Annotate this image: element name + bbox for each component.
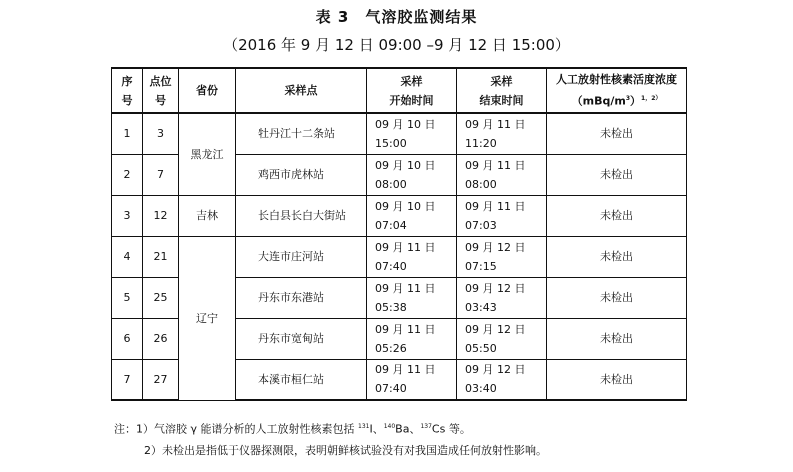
cell-start [367, 113, 457, 154]
end-time: 11:20 [465, 136, 497, 150]
cell-end [457, 318, 547, 359]
start-time: 15:00 [375, 136, 407, 150]
cell-site: 牡丹江十二条站 [236, 113, 367, 154]
end-time: 03:40 [465, 382, 497, 396]
cell-start [367, 359, 457, 400]
end-date: 09 月 12 日 [465, 240, 526, 254]
start-time: 07:40 [375, 259, 407, 273]
note-1-ba-mass: 140 [383, 423, 396, 430]
cell-site: 丹东市东港站 [236, 277, 367, 318]
cell-result: 未检出 [547, 236, 687, 277]
header-conc-unit-line [547, 89, 686, 111]
end-date: 09 月 11 日 [465, 117, 526, 131]
header-point-top: 点位 [149, 74, 172, 88]
cell-result: 未检出 [547, 318, 687, 359]
start-time: 08:00 [375, 177, 407, 191]
cell-site: 鸡西市虎林站 [236, 154, 367, 195]
start-date: 09 月 11 日 [375, 363, 436, 377]
header-start [367, 68, 457, 113]
start-date: 09 月 11 日 [375, 281, 436, 295]
table-row [112, 113, 687, 154]
table-notes [114, 416, 547, 461]
header-seq-bottom: 号 [121, 93, 133, 107]
end-time: 03:43 [465, 300, 497, 314]
cell-result: 未检出 [547, 113, 687, 154]
start-time: 07:04 [375, 218, 407, 232]
cell-province: 辽宁 [179, 236, 236, 400]
note-1-cs-mass: 137 [420, 423, 432, 430]
note-1-ba: Ba、 [395, 422, 421, 436]
cell-seq: 6 [112, 318, 143, 359]
header-conc-unit: （mBq/m [571, 94, 626, 108]
end-time: 07:15 [465, 259, 497, 273]
start-date: 09 月 10 日 [375, 158, 436, 172]
aerosol-monitoring-table [111, 67, 687, 401]
cell-province: 黑龙江 [179, 113, 236, 195]
end-time: 07:03 [465, 218, 497, 232]
start-date: 09 月 10 日 [375, 117, 436, 131]
cell-point: 7 [143, 154, 179, 195]
cell-end [457, 113, 547, 154]
header-conc-unit-exp: 3 [625, 95, 631, 103]
cell-end [457, 359, 547, 400]
cell-point: 12 [143, 195, 179, 236]
cell-seq: 7 [112, 359, 143, 400]
cell-start [367, 277, 457, 318]
start-date: 09 月 11 日 [375, 240, 436, 254]
cell-result: 未检出 [547, 277, 687, 318]
cell-seq: 1 [112, 113, 143, 154]
start-time: 07:40 [375, 382, 407, 396]
note-1 [114, 416, 547, 440]
cell-site: 长白县长白大街站 [236, 195, 367, 236]
cell-start [367, 318, 457, 359]
header-province: 省份 [179, 68, 236, 113]
cell-start [367, 195, 457, 236]
end-date: 09 月 12 日 [465, 363, 526, 377]
header-point-bottom: 号 [155, 93, 166, 107]
note-2: 2）未检出是指低于仪器探测限，表明朝鲜核试验没有对我国造成任何放射性影响。 [144, 443, 547, 457]
header-end-top: 采样 [490, 74, 513, 88]
cell-province: 吉林 [179, 195, 236, 236]
header-seq-top: 序 [121, 74, 133, 88]
cell-start [367, 154, 457, 195]
start-time: 05:38 [375, 300, 407, 314]
cell-start [367, 236, 457, 277]
note-1-i-mass: 131 [358, 423, 370, 430]
start-date: 09 月 11 日 [375, 322, 436, 336]
end-date: 09 月 12 日 [465, 281, 526, 295]
cell-end [457, 277, 547, 318]
end-time: 05:50 [465, 341, 497, 355]
cell-point: 3 [143, 113, 179, 154]
end-time: 08:00 [465, 177, 497, 191]
header-conc-title: 人工放射性核素活度浓度 [556, 73, 677, 87]
table-title: 表 3 气溶胶监测结果 [315, 8, 478, 26]
note-1-i: I、 [369, 422, 384, 436]
note-1-prefix: 注：1）气溶胶 γ 能谱分析的人工放射性核素包括 [114, 422, 358, 436]
header-start-bottom: 开始时间 [389, 93, 434, 107]
header-site: 采样点 [236, 68, 367, 113]
header-start-top: 采样 [400, 74, 423, 88]
cell-point: 21 [143, 236, 179, 277]
cell-site: 大连市庄河站 [236, 236, 367, 277]
cell-seq: 4 [112, 236, 143, 277]
cell-end [457, 236, 547, 277]
cell-end [457, 154, 547, 195]
header-seq [112, 68, 143, 113]
cell-point: 26 [143, 318, 179, 359]
start-date: 09 月 10 日 [375, 199, 436, 213]
end-date: 09 月 11 日 [465, 158, 526, 172]
cell-site: 本溪市桓仁站 [236, 359, 367, 400]
header-end [457, 68, 547, 113]
cell-point: 27 [143, 359, 179, 400]
cell-seq: 2 [112, 154, 143, 195]
cell-end [457, 195, 547, 236]
start-time: 05:26 [375, 341, 407, 355]
header-point [143, 68, 179, 113]
cell-seq: 3 [112, 195, 143, 236]
end-date: 09 月 12 日 [465, 322, 526, 336]
cell-result: 未检出 [547, 154, 687, 195]
table-header-row [112, 68, 687, 113]
table-row [112, 236, 687, 277]
table-subtitle: （2016 年 9 月 12 日 09:00 –9 月 12 日 15:00） [223, 36, 570, 54]
note-1-cs: Cs 等。 [431, 422, 471, 436]
cell-seq: 5 [112, 277, 143, 318]
cell-site: 丹东市宽甸站 [236, 318, 367, 359]
table-row [112, 195, 687, 236]
cell-point: 25 [143, 277, 179, 318]
header-concentration [547, 68, 687, 113]
header-conc-note: 1，2） [641, 95, 662, 103]
cell-result: 未检出 [547, 195, 687, 236]
end-date: 09 月 11 日 [465, 199, 526, 213]
header-conc-unit-close: ） [630, 94, 642, 108]
header-end-bottom: 结束时间 [479, 93, 524, 107]
cell-result: 未检出 [547, 359, 687, 400]
